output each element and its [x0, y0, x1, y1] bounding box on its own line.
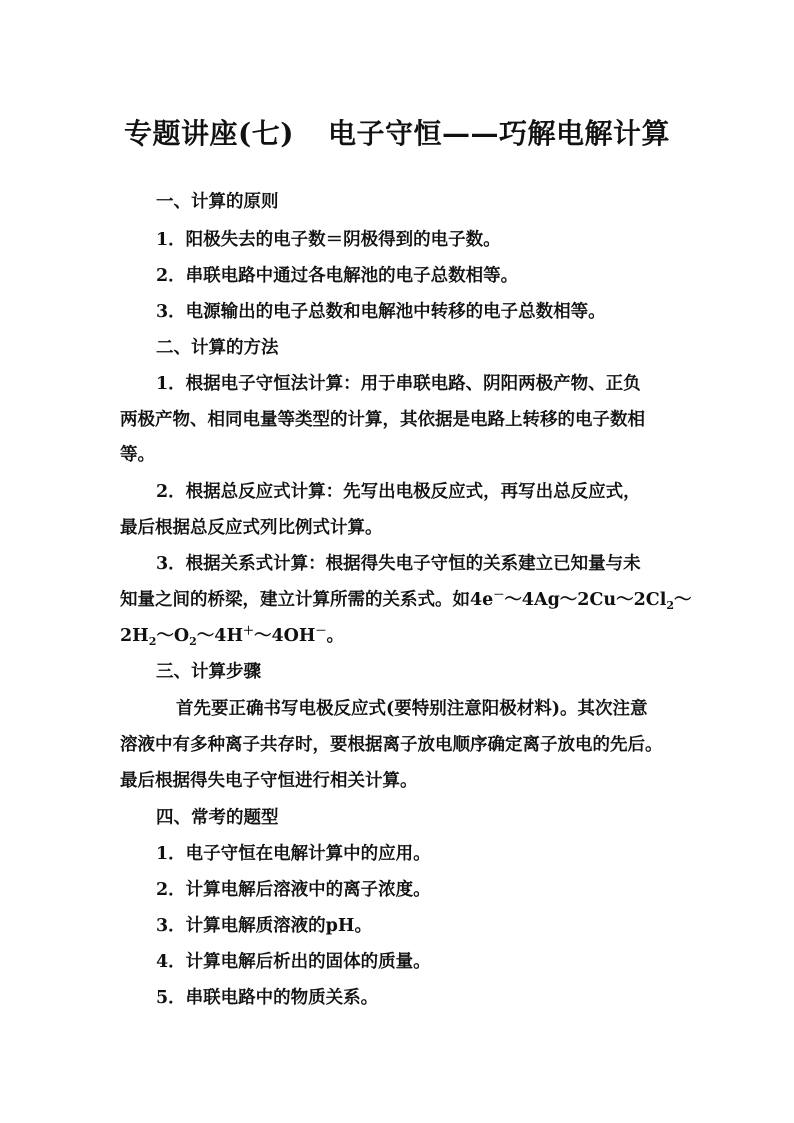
method-2-line-1: 2．根据总反应式计算：先写出电极反应式，再写出总反应式， — [156, 482, 641, 502]
section-heading-question-types: 四、常考的题型 — [156, 808, 279, 828]
section-heading-principles: 一、计算的原则 — [156, 192, 279, 212]
formula-h-ion: ～4H — [196, 626, 243, 646]
title-part-topic: 电子守恒——巧解电解计算 — [327, 117, 670, 150]
page-title — [0, 112, 794, 152]
method-1-line-3: 等。 — [120, 445, 155, 465]
method-3-text: 知量之间的桥梁，建立计算所需的关系式。如 — [120, 590, 470, 610]
method-2-line-2: 最后根据总反应式列比例式计算。 — [120, 518, 383, 538]
steps-line-3: 最后根据得失电子守恒进行相关计算。 — [120, 771, 418, 791]
section-heading-steps: 三、计算步骤 — [156, 662, 261, 682]
steps-line-2: 溶液中有多种离子共存时，要根据离子放电顺序确定离子放电的先后。 — [120, 735, 663, 755]
method-3-line-1: 3．根据关系式计算：根据得失电子守恒的关系建立已知量与未 — [156, 554, 641, 574]
formula-h2: 2H — [120, 626, 149, 646]
formula-o2: ～O — [156, 626, 190, 646]
section-heading-methods: 二、计算的方法 — [156, 338, 279, 358]
question-type-1: 1．电子守恒在电解计算中的应用。 — [156, 844, 431, 864]
method-3-line-2: 知量之间的桥梁，建立计算所需的关系式。如$4e^-\sim 4Ag\sim 2Cu\sim 2Cl_2\sim$ — [120, 588, 692, 612]
question-type-3: 3．计算电解质溶液的pH。 — [156, 916, 372, 936]
question-type-2: 2．计算电解后溶液中的离子浓度。 — [156, 880, 431, 900]
method-1-line-2: 两极产物、相同电量等类型的计算，其依据是电路上转移的电子数相 — [120, 410, 645, 430]
question-type-4: 4．计算电解后析出的固体的质量。 — [156, 952, 431, 972]
principle-item-3: 3．电源输出的电子总数和电解池中转移的电子总数相等。 — [156, 302, 606, 322]
principle-item-2: 2．串联电路中通过各电解池的电子总数相等。 — [156, 266, 519, 286]
formula-ag-cu-cl: ～4Ag～2Cu～2Cl — [504, 590, 667, 610]
steps-line-1: 首先要正确书写电极反应式(要特别注意阳极材料)。其次注意 — [176, 699, 648, 719]
method-3-line-3: $2H_2\sim O_2\sim 4H^+\sim 4OH^-$。 — [120, 624, 344, 648]
method-1-line-1: 1．根据电子守恒法计算：用于串联电路、阴阳两极产物、正负 — [156, 374, 641, 394]
principle-item-1: 1．阳极失去的电子数＝阴极得到的电子数。 — [156, 230, 501, 250]
formula-electron: 4e — [470, 590, 494, 610]
question-type-5: 5．串联电路中的物质关系。 — [156, 988, 379, 1008]
formula-oh-ion: ～4OH — [254, 626, 316, 646]
title-part-lecture: 专题讲座(七) — [123, 117, 294, 150]
